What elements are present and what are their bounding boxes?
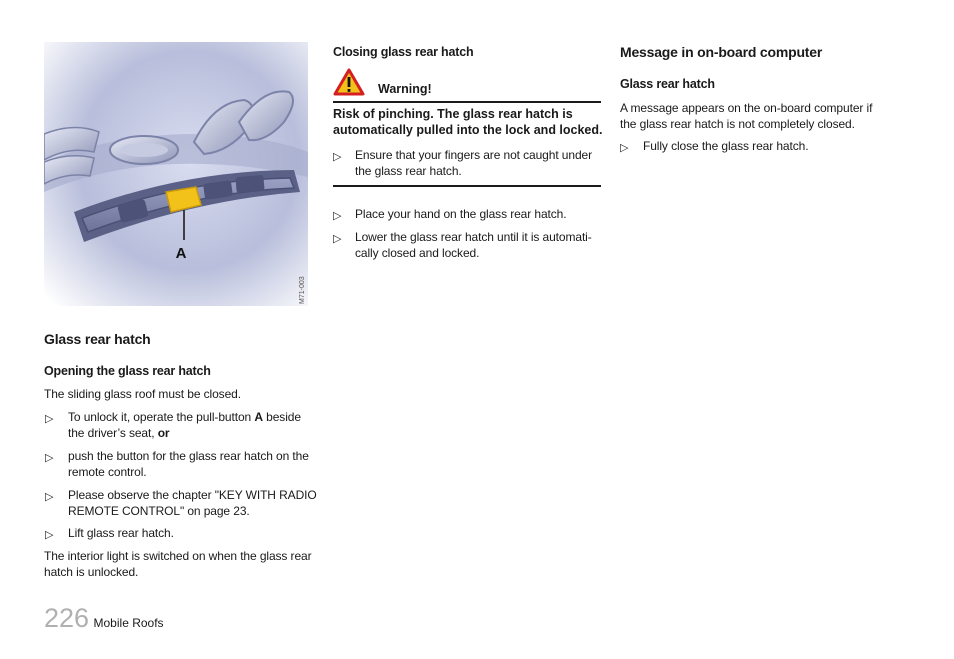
figure-ref-code: M71-003 — [299, 276, 306, 304]
intro-text: The sliding glass roof must be closed. — [44, 387, 241, 401]
bullet-icon: ▷ — [333, 210, 342, 222]
outro-text: The interior light is switched on when the glass rear hatch is unlocked. — [44, 549, 312, 579]
list-item: Lower the glass rear hatch until it is automati- cally closed and locked. — [355, 230, 592, 260]
bullet-icon: ▷ — [45, 413, 54, 425]
bullet-icon: ▷ — [45, 529, 54, 541]
warning-label: Warning! — [378, 82, 432, 96]
warning-text: Risk of pinching. The glass rear hatch is automatically pulled into the lock and locked. — [333, 107, 603, 137]
bullet-icon: ▷ — [333, 233, 342, 245]
section-name: Mobile Roofs — [93, 616, 164, 630]
bullet-icon: ▷ — [45, 452, 54, 464]
subsection-title: Opening the glass rear hatch — [44, 364, 211, 378]
warning-top-rule — [333, 101, 601, 103]
message-title: Message in on-board computer — [620, 44, 823, 60]
seat-button-illustration — [44, 42, 308, 306]
callout-a-label: A — [175, 245, 187, 262]
message-subtitle: Glass rear hatch — [620, 77, 715, 91]
message-text: A message appears on the on-board computer if the glass rear hatch is not completely closed. — [620, 101, 873, 131]
warning-icon — [333, 68, 365, 101]
list-item: To unlock it, operate the pull-button A beside the driver’s seat, or — [68, 410, 301, 440]
warning-bottom-rule — [333, 185, 601, 187]
page-footer — [44, 603, 164, 634]
closing-title: Closing glass rear hatch — [333, 45, 474, 59]
list-item: Place your hand on the glass rear hatch. — [355, 207, 567, 221]
warning-list-item: Ensure that your fingers are not caught under the glass rear hatch. — [355, 148, 592, 178]
bullet-icon: ▷ — [333, 151, 342, 163]
bullet-icon: ▷ — [620, 142, 629, 154]
bullet-icon: ▷ — [45, 491, 54, 503]
section-title: Glass rear hatch — [44, 331, 151, 347]
page-number: 226 — [44, 603, 90, 633]
list-item: push the button for the glass rear hatch on the remote control. — [68, 449, 309, 479]
list-item: Lift glass rear hatch. — [68, 526, 174, 540]
list-item: Fully close the glass rear hatch. — [643, 139, 809, 153]
list-item: Please observe the chapter "KEY WITH RADIO REMOTE CONTROL" on page 23. — [68, 488, 317, 518]
